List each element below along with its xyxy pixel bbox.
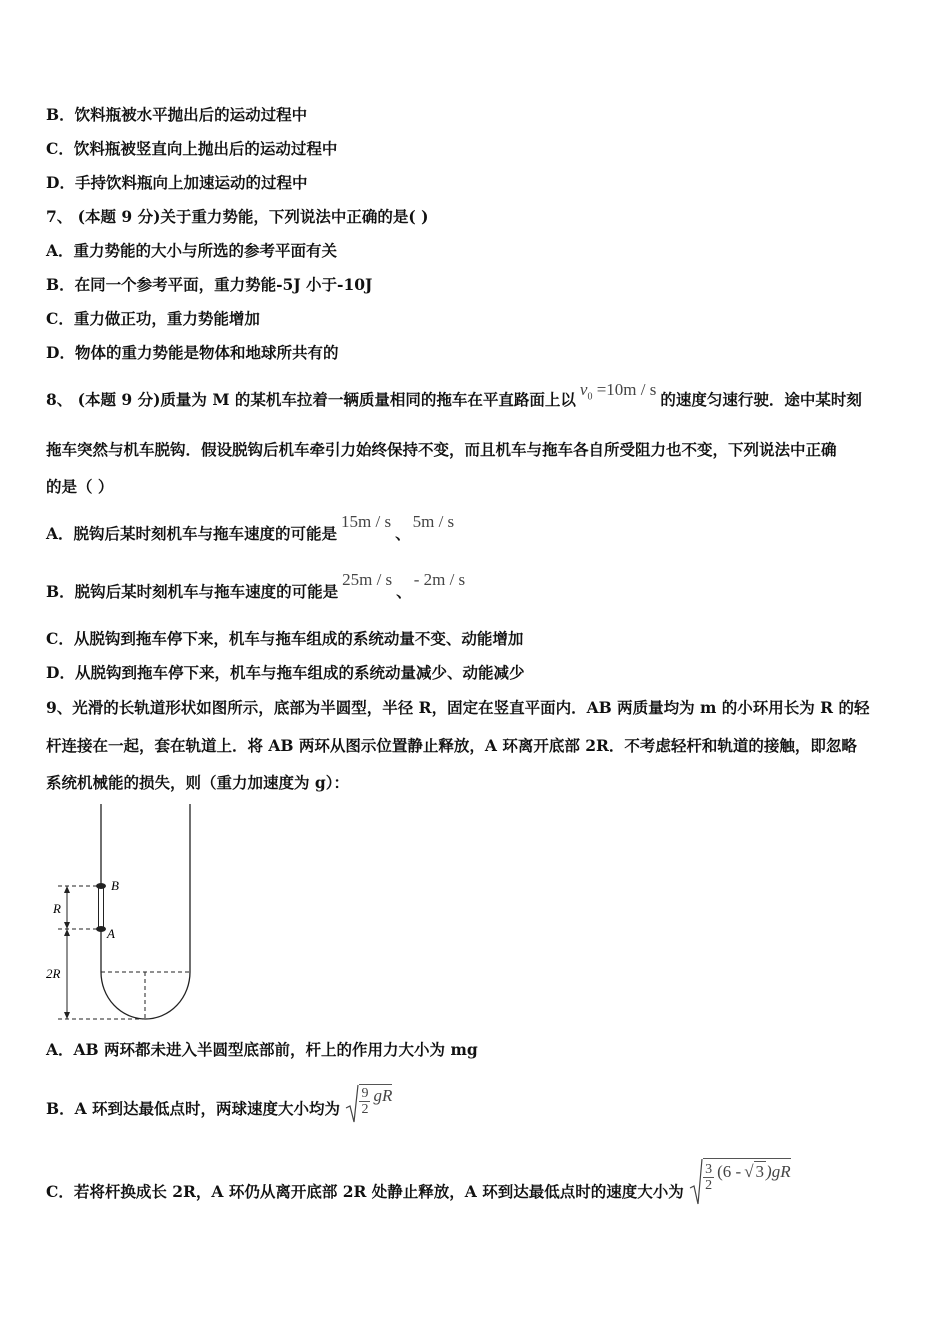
q9-option-b [46, 1084, 392, 1124]
q9-track-figure [40, 800, 210, 1030]
q7-stem: 7、 (本题 9 分)关于重力势能，下列说法中正确的是( ) [46, 207, 429, 226]
light-rod [99, 886, 104, 929]
q8-stem-line1 [46, 380, 862, 412]
dim-2r-arrow-bottom [64, 1012, 70, 1019]
q6-option-d: D．手持饮料瓶向上加速运动的过程中 [46, 173, 308, 192]
q8-option-a-text: A．脱钩后某时刻机车与拖车速度的可能是 [46, 524, 338, 543]
q9-b-tail: gR [373, 1086, 393, 1106]
q9-b-formula [345, 1084, 392, 1124]
q9-stem-line2: 杆连接在一起，套在轨道上．将 AB 两环从图示位置静止释放，A 环离开底部 2R．不考虑轻杆和轨道的接触，即忽略 [46, 736, 857, 755]
q8-v0-sub: 0 [587, 391, 593, 403]
q6-option-c: C．饮料瓶被竖直向上抛出后的运动过程中 [46, 139, 338, 158]
q9-option-a: A．AB 两环都未进入半圆型底部前，杆上的作用力大小为 mg [46, 1040, 478, 1059]
q8-stem-line2: 拖车突然与机车脱钩．假设脱钩后机车牵引力始终保持不变，而且机车与拖车各自所受阻力也不变，下列说法中正确 [46, 440, 837, 459]
ring-b [96, 883, 106, 889]
q9-c-paren-open: (6 - [717, 1162, 742, 1182]
q8-b-sep: 、 [396, 582, 412, 601]
q9-stem-line3: 系统机械能的损失，则（重力加速度为 g）： [46, 773, 349, 792]
dim-r-arrow-bottom [64, 922, 70, 929]
q8-stem-line3: 的是（ ） [46, 477, 114, 496]
q8-v0-value: =10m / s [596, 380, 657, 399]
label-r: R [53, 901, 61, 916]
dim-r-arrow-top [64, 886, 70, 893]
q7-option-c: C．重力做正功，重力势能增加 [46, 309, 260, 328]
q9-option-c-text: C．若将杆换成长 2R，A 环仍从离开底部 2R 处静止释放，A 环到达最低点时的速度大小为 [46, 1182, 684, 1201]
q8-stem-part2: 的速度匀速行驶．途中某时刻 [660, 390, 862, 409]
q7-option-d: D．物体的重力势能是物体和地球所共有的 [46, 343, 339, 362]
q9-b-den: 2 [361, 1102, 369, 1117]
label-b: B [111, 878, 119, 893]
q8-v0-formula [579, 380, 657, 403]
q9-option-c [46, 1158, 791, 1208]
q8-a-v2: 5m / s [412, 512, 455, 531]
q8-b-v2: - 2m / s [413, 570, 466, 589]
q8-a-v1: 15m / s [341, 512, 392, 531]
ring-a [96, 926, 106, 932]
q9-stem-line1: 9、光滑的长轨道形状如图所示，底部为半圆型，半径 R，固定在竖直平面内．AB 两质量均为 m 的小环用长为 R 的轻 [46, 698, 870, 717]
q9-c-formula: $\frac{3}{2}$ (6 - √ 3 )gR [689, 1158, 790, 1206]
q8-option-a [46, 512, 455, 544]
q8-v0-symbol: v [579, 380, 588, 399]
q9-option-b-text: B．A 环到达最低点时，两球速度大小均为 [46, 1099, 341, 1118]
dim-2r-arrow-top [64, 929, 70, 936]
label-2r: 2R [46, 966, 61, 981]
q8-option-b [46, 570, 466, 602]
q8-option-b-text: B．脱钩后某时刻机车与拖车速度的可能是 [46, 582, 339, 601]
label-a: A [107, 926, 115, 941]
q9-b-num: 9 [361, 1086, 369, 1101]
q8-b-v1: 25m / s [342, 570, 393, 589]
q8-a-sep: 、 [395, 524, 411, 543]
sqrt-sign-icon [345, 1084, 359, 1124]
sqrt-sign-icon [689, 1158, 703, 1206]
q9-c-sqrt3: 3 [755, 1162, 765, 1182]
q6-option-b: B．饮料瓶被水平抛出后的运动过程中 [46, 105, 308, 124]
q8-option-d: D．从脱钩到拖车停下来，机车与拖车组成的系统动量减少、动能减少 [46, 663, 525, 682]
q8-stem-part1: 8、 (本题 9 分)质量为 M 的某机车拉着一辆质量相同的拖车在平直路面上以 [46, 390, 576, 409]
q9-c-num: 3 [705, 1162, 713, 1177]
q7-option-b: B．在同一个参考平面，重力势能-5J 小于-10J [46, 275, 373, 294]
q9-c-tail: )gR [766, 1162, 791, 1182]
q8-option-c: C．从脱钩到拖车停下来，机车与拖车组成的系统动量不变、动能增加 [46, 629, 524, 648]
q7-option-a: A．重力势能的大小与所选的参考平面有关 [46, 241, 338, 260]
q9-c-den: 2 [705, 1178, 713, 1193]
